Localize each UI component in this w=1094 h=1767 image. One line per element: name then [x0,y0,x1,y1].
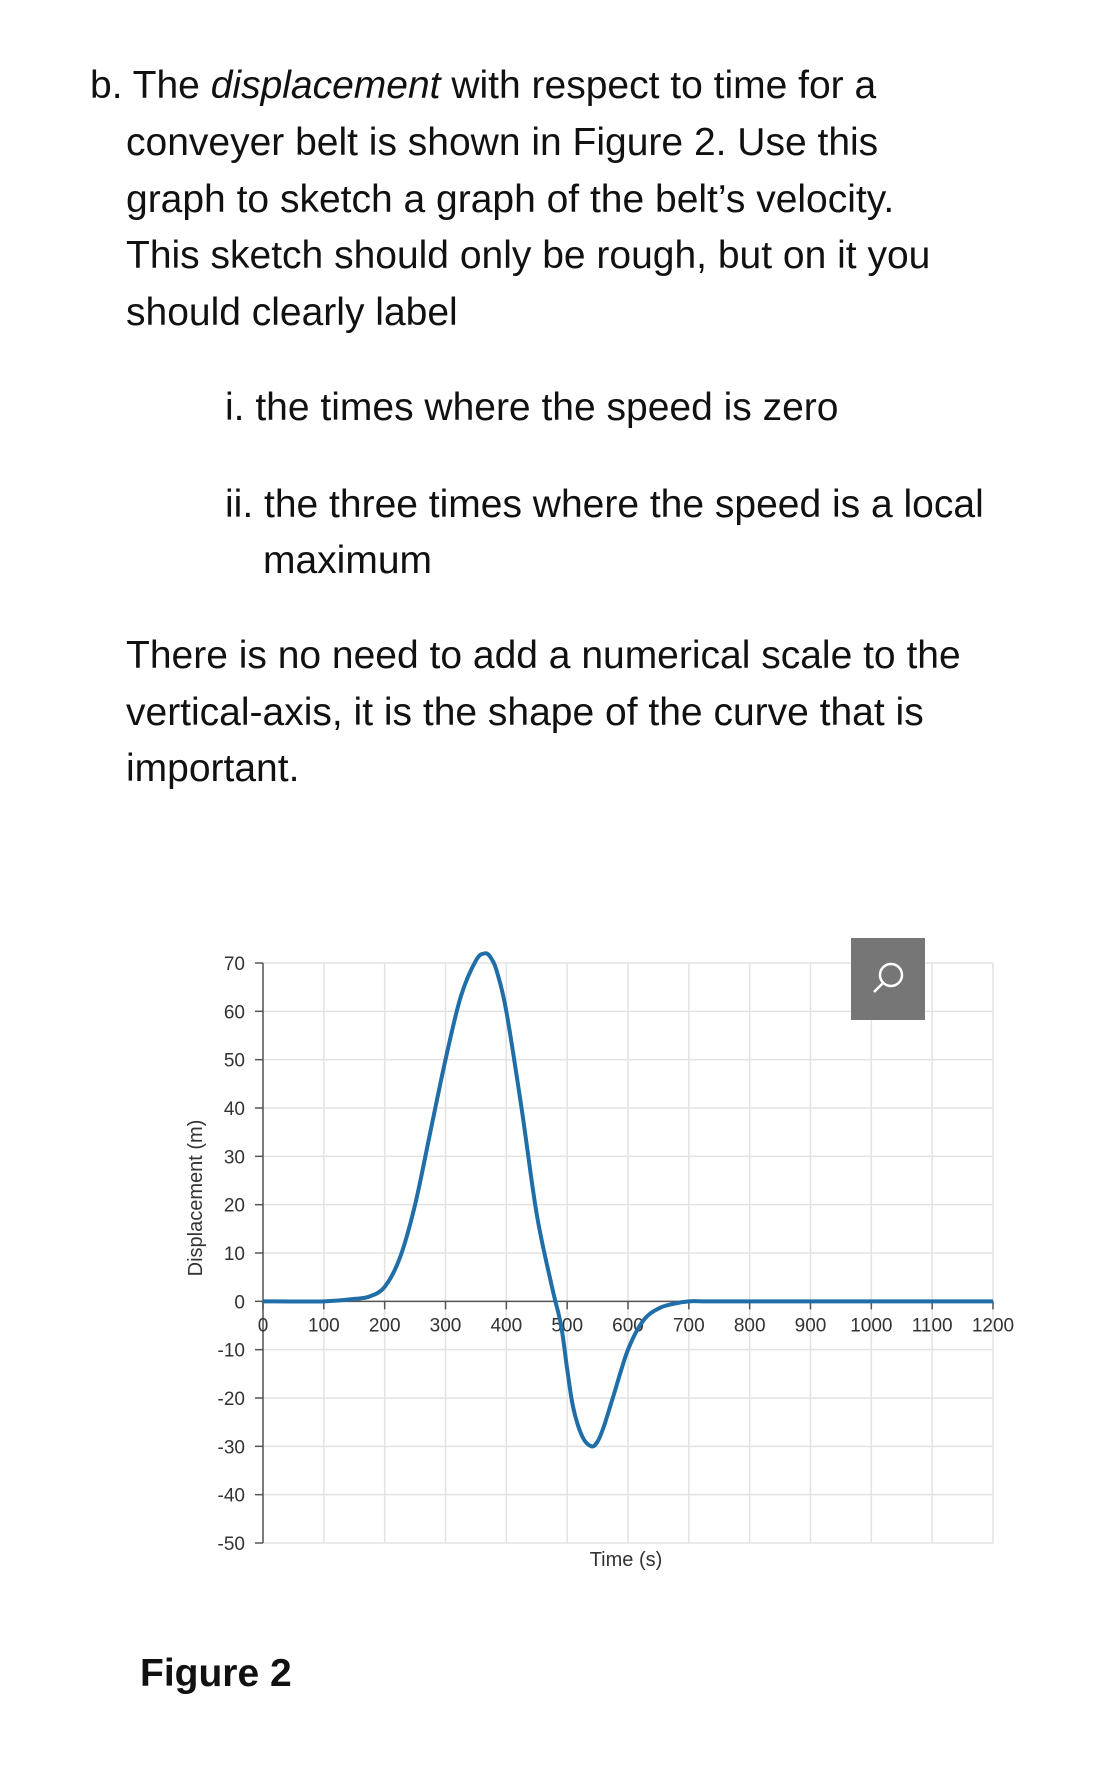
x-tick-label: 0 [257,1315,269,1337]
question-note-line-1: There is no need to add a numerical scale to the [126,634,961,677]
y-tick-label: -30 [217,1437,245,1459]
x-tick-label: 200 [368,1315,401,1337]
x-tick-label: 800 [733,1315,766,1337]
x-axis-title: Time (s) [589,1549,663,1571]
question-b-i: i. the times where the speed is zero [225,386,839,429]
y-tick-label: -40 [217,1485,245,1507]
figure-caption: Figure 2 [140,1652,292,1695]
zoom-button[interactable] [851,938,925,1020]
y-tick-label: -50 [217,1534,245,1555]
y-tick-label: 10 [223,1244,245,1265]
x-tick-label: 1200 [971,1315,1015,1337]
question-b-label: b. [90,64,123,107]
x-tick-label: 900 [794,1315,827,1337]
x-tick-label: 500 [551,1315,584,1337]
y-tick-label: 40 [223,1099,245,1120]
y-axis-title: Displacement (m) [185,1119,207,1277]
question-b-line-5: should clearly label [126,291,458,334]
y-tick-label: 50 [223,1050,245,1072]
y-tick-label: 30 [223,1147,245,1169]
question-b-emphasis: displacement [210,64,441,107]
x-tick-label: 600 [612,1315,644,1337]
y-tick-label: 0 [234,1292,245,1314]
y-tick-label: 60 [223,1002,245,1024]
question-b-ii-line-1: ii. the three times where the speed is a local [225,483,984,526]
chart-ticks [218,954,1015,1555]
x-tick-label: 700 [672,1315,705,1337]
y-tick-label: -10 [217,1340,245,1362]
question-b-ii-line-2: maximum [263,539,433,582]
question-b-line-4: This sketch should only be rough, but on it you [126,234,931,277]
x-tick-label: 300 [429,1315,462,1337]
x-tick-label: 100 [307,1315,340,1337]
x-tick-label: 1100 [911,1315,953,1337]
chart-grid [263,963,993,1543]
y-tick-label: 70 [223,954,245,975]
x-tick-label: 400 [490,1315,523,1337]
y-tick-label: -20 [217,1389,245,1410]
question-b-line-2: conveyer belt is shown in Figure 2. Use this [126,121,879,164]
y-tick-label: 20 [223,1195,245,1217]
question-b-line-3: graph to sketch a graph of the belt’s velocity. [126,178,895,221]
question-note-line-2: vertical-axis, it is the shape of the curve that is [126,691,924,734]
question-b-intro-start: The [132,64,211,107]
question-b-intro-end: with respect to time for a [440,64,877,107]
x-tick-label: 1000 [850,1315,893,1337]
question-note-line-3: important. [126,747,300,790]
